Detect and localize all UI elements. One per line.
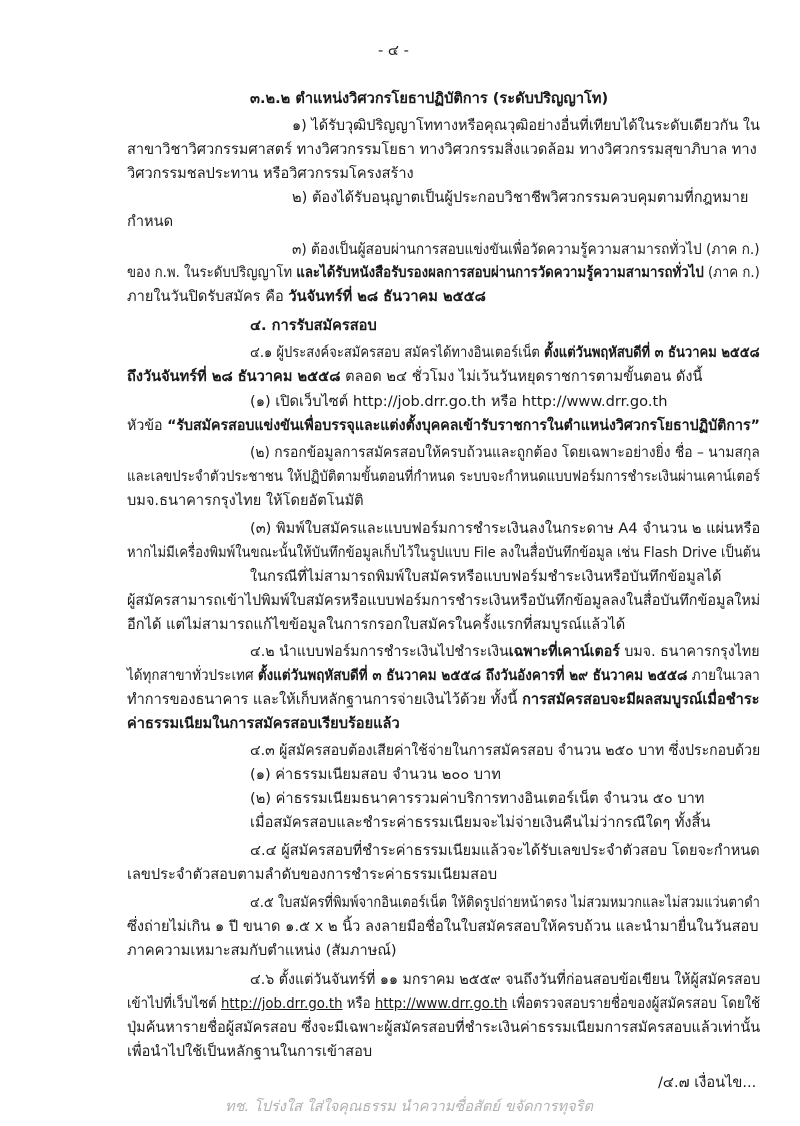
section-322-heading: ๓.๒.๒ ตำแหน่งวิศวกรโยธาปฏิบัติการ (ระดับปริญญาโท) <box>250 90 609 107</box>
p44-line2: เลขประจำตัวสอบตามลำดับของการชำระค่าธรรมเนียมสอบ <box>127 866 498 883</box>
item1-line2: สาขาวิชาวิศวกรรมศาสตร์ ทางวิศวกรรมโยธา ทางวิศวกรรมสิ่งแวดล้อม ทางวิศวกรรมสุขาภิบาล ทาง <box>127 141 757 158</box>
step3-line4: ผู้สมัครสามารถเข้าไปพิมพ์ใบสมัครหรือแบบฟอร์มการชำระเงินหรือบันทึกข้อมูลลงในสื่อบันทึกข้อมูลใหม่ <box>127 592 761 609</box>
p42-line3: ทำการของธนาคาร และให้เก็บหลักฐานการจ่ายเงินไว้ด้วย ทั้งนี้ การสมัครสอบจะมีผลสมบูรณ์เมื่อชำระ <box>127 691 760 708</box>
page-number: - ๔ - <box>378 42 409 59</box>
item2-line1: ๒) ต้องได้รับอนุญาตเป็นผู้ประกอบวิชาชีพวิศวกรรมควบคุมตามที่กฎหมาย <box>292 189 749 206</box>
step2-line1: (๒) กรอกข้อมูลการสมัครสอบให้ครบถ้วนและถูกต้อง โดยเฉพาะอย่างยิ่ง ชื่อ – นามสกุล <box>250 444 760 461</box>
p43-line3: (๒) ค่าธรรมเนียมธนาคารรวมค่าบริการทางอินเตอร์เน็ต จำนวน ๕๐ บาท <box>250 790 705 807</box>
footer-motto: ทช. โปร่งใส ใส่ใจคุณธรรม นำความซื่อสัตย์ ขจัดการทุจริต <box>225 1098 593 1115</box>
www-drr-link[interactable]: http://www.drr.go.th <box>374 995 508 1012</box>
item3-line3: ภายในวันปิดรับสมัคร คือ วันจันทร์ที่ ๒๘ ธันวาคม ๒๕๕๘ <box>127 288 486 305</box>
item3-line1: ๓) ต้องเป็นผู้สอบผ่านการสอบแข่งขันเพื่อวัดความรู้ความสามารถทั่วไป (ภาค ก.) <box>292 241 760 258</box>
p43-line2: (๑) ค่าธรรมเนียมสอบ จำนวน ๒๐๐ บาท <box>250 766 501 783</box>
p43-line1: ๔.๓ ผู้สมัครสอบต้องเสียค่าใช้จ่ายในการสมัครสอบ จำนวน ๒๕๐ บาท ซึ่งประกอบด้วย <box>250 742 761 759</box>
p42-line4: ค่าธรรมเนียมในการสมัครสอบเรียบร้อยแล้ว <box>127 715 400 732</box>
item3-line2: ของ ก.พ. ในระดับปริญญาโท และได้รับหนังสือรับรองผลการสอบผ่านการวัดความรู้ความสามารถทั่วไป (ภาค ก.) <box>127 264 760 281</box>
p41-line1: ๔.๑ ผู้ประสงค์จะสมัครสอบ สมัครได้ทางอินเตอร์เน็ต ตั้งแต่วันพฤหัสบดีที่ ๓ ธันวาคม ๒๕๕๘ <box>250 344 760 361</box>
p46-line1: ๔.๖ ตั้งแต่วันจันทร์ที่ ๑๑ มกราคม ๒๕๕๙ จนถึงวันที่ก่อนสอบข้อเขียน ให้ผู้สมัครสอบ <box>250 971 761 988</box>
section-4-heading: ๔. การรับสมัครสอบ <box>250 317 377 334</box>
step2-line3: บมจ.ธนาคารกรุงไทย ให้โดยอัตโนมัติ <box>127 492 364 509</box>
p44-line1: ๔.๔ ผู้สมัครสอบที่ชำระค่าธรรมเนียมแล้วจะได้รับเลขประจำตัวสอบ โดยจะกำหนด <box>250 842 760 859</box>
job-drr-link[interactable]: http://job.drr.go.th <box>220 995 343 1012</box>
item1-line1: ๑) ได้รับวุฒิปริญญาโททางหรือคุณวุฒิอย่างอื่นที่เทียบได้ในระดับเดียวกัน ใน <box>292 117 760 134</box>
p42-line1: ๔.๒ นำแบบฟอร์มการชำระเงินไปชำระเงินเฉพาะที่เคาน์เตอร์ บมจ. ธนาคารกรุงไทย <box>250 643 760 660</box>
p46-line4: เพื่อนำไปใช้เป็นหลักฐานในการเข้าสอบ <box>127 1043 373 1060</box>
p45-line2: ซึ่งถ่ายไม่เกิน ๑ ปี ขนาด ๑.๕ x ๒ นิ้ว ลงลายมือชื่อในใบสมัครสอบให้ครบถ้วน และนำมายื่นในวันสอบ <box>127 918 759 935</box>
p45-line3: ภาคความเหมาะสมกับตำแหน่ง (สัมภาษณ์) <box>127 942 397 959</box>
continuation-note: /๔.๗ เงื่อนไข... <box>658 1074 757 1091</box>
step3-line5: อีกได้ แต่ไม่สามารถแก้ไขข้อมูลในการกรอกใบสมัครในครั้งแรกที่สมบูรณ์แล้วได้ <box>127 616 626 633</box>
step1-line1: (๑) เปิดเว็บไซต์ http://job.drr.go.th หรือ http://www.drr.go.th <box>250 393 668 410</box>
p46-line2: เข้าไปที่เว็บไซต์ http://job.drr.go.th หรือ http://www.drr.go.th เพื่อตรวจสอบรายชื่อของผู้สมัครสอบ โดยใช้ <box>127 995 761 1012</box>
p42-line2: ได้ทุกสาขาทั่วประเทศ ตั้งแต่วันพฤหัสบดีที่ ๓ ธันวาคม ๒๕๕๘ ถึงวันอังคารที่ ๒๙ ธันวาคม ๒๕๕๘ ภายในเวลา <box>127 667 760 684</box>
step1-line2: หัวข้อ “รับสมัครสอบแข่งขันเพื่อบรรจุและแต่งตั้งบุคคลเข้ารับราชการในตำแหน่งวิศวกรโยธาปฏิบัติการ” <box>127 417 760 434</box>
item1-line3: วิศวกรรมชลประทาน หรือวิศวกรรมโครงสร้าง <box>127 165 414 182</box>
item2-line2: กำหนด <box>127 213 174 230</box>
step3-line2: หากไม่มีเครื่องพิมพ์ในขณะนั้นให้บันทึกข้อมูลเก็บไว้ในรูปแบบ File ลงในสื่อบันทึกข้อมูล เช่น Flash Drive เป็นต้น <box>127 544 761 561</box>
p43-line4: เมื่อสมัครสอบและชำระค่าธรรมเนียมจะไม่จ่ายเงินคืนไม่ว่ากรณีใดๆ ทั้งสิ้น <box>250 814 711 831</box>
step3-line1: (๓) พิมพ์ใบสมัครและแบบฟอร์มการชำระเงินลงในกระดาษ A4 จำนวน ๒ แผ่นหรือ <box>250 520 761 537</box>
p41-line2: ถึงวันจันทร์ที่ ๒๘ ธันวาคม ๒๕๕๘ ตลอด ๒๔ ชั่วโมง ไม่เว้นวันหยุดราชการตามขั้นตอน ดังนี้ <box>127 368 703 385</box>
p45-line1: ๔.๕ ใบสมัครที่พิมพ์จากอินเตอร์เน็ต ให้ติดรูปถ่ายหน้าตรง ไม่สวมหมวกและไม่สวมแว่นตาดำ <box>250 894 760 911</box>
p46-line3: ปุ่มค้นหารายชื่อผู้สมัครสอบ ซึ่งจะมีเฉพาะผู้สมัครสอบที่ชำระเงินค่าธรรมเนียมการสมัครสอบแล้วเท่านั้น <box>127 1019 761 1036</box>
step2-line2: และเลขประจำตัวประชาชน ให้ปฏิบัติตามขั้นตอนที่กำหนด ระบบจะกำหนดแบบฟอร์มการชำระเงินผ่านเคาน์เตอร์ <box>127 468 761 485</box>
step3-line3: ในกรณีที่ไม่สามารถพิมพ์ใบสมัครหรือแบบฟอร์มชำระเงินหรือบันทึกข้อมูลได้ <box>250 568 722 585</box>
